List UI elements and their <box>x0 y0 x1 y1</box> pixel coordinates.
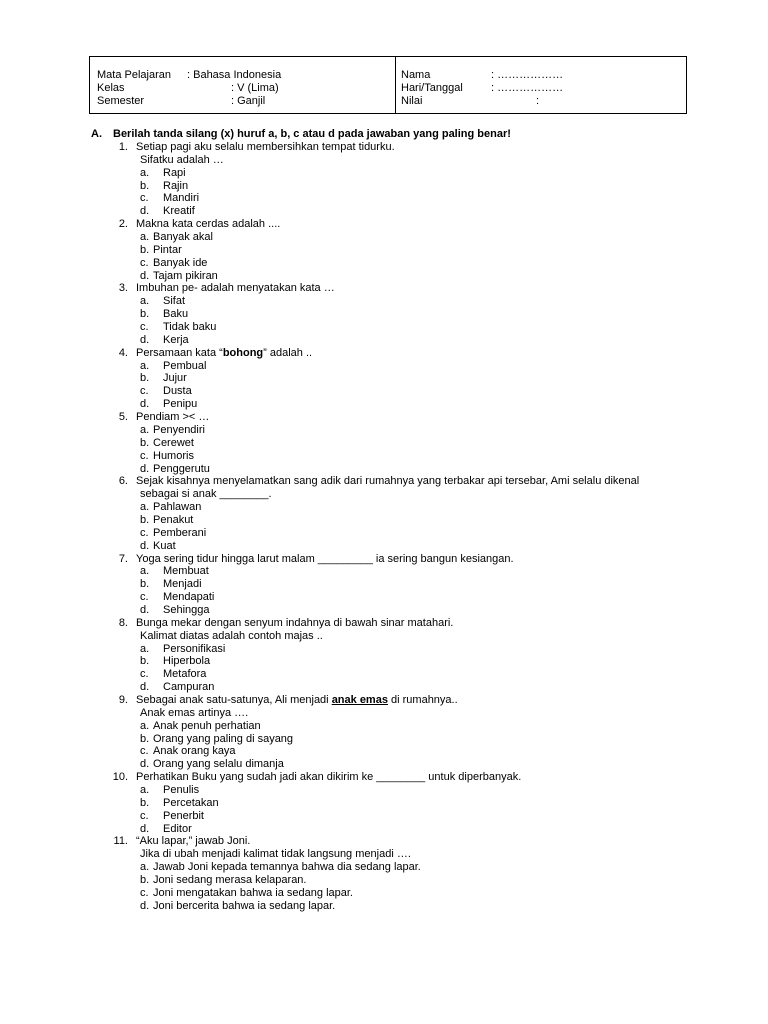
option-letter: b. <box>140 179 150 192</box>
student-info-cell <box>396 57 686 113</box>
option-b <box>0 797 768 810</box>
option-letter: a. <box>140 642 150 655</box>
option-text: Rapi <box>163 166 186 179</box>
option-a <box>0 424 768 437</box>
question-subtext: Jika di ubah menjadi kalimat tidak langsung menjadi …. <box>140 848 411 861</box>
option-text: Kreatif <box>163 205 195 218</box>
option-c <box>0 810 768 823</box>
option-text: Tidak baku <box>163 321 217 334</box>
option-c <box>0 321 768 334</box>
option-letter: c. <box>140 526 149 539</box>
option-d <box>0 270 768 283</box>
question-text: Imbuhan pe- adalah menyatakan kata … <box>136 282 335 295</box>
option-letter: a. <box>140 719 150 732</box>
option-letter: c. <box>140 256 149 269</box>
question-text: Bunga mekar dengan senyum indahnya di bawah sinar matahari. <box>136 616 454 629</box>
question-text <box>136 347 312 360</box>
option-c <box>0 591 768 604</box>
subject-label: Mata Pelajaran <box>97 69 171 81</box>
option-text: Metafora <box>163 668 207 681</box>
option-letter: d. <box>140 333 150 346</box>
option-d <box>0 463 768 476</box>
option-letter: b. <box>140 796 150 809</box>
option-text: Joni mengatakan bahwa ia sedang lapar. <box>153 886 353 899</box>
option-a <box>0 720 768 733</box>
option-letter: d. <box>140 681 150 694</box>
question-text-start: Sebagai anak satu-satunya, Ali menjadi <box>136 693 332 706</box>
option-b <box>0 578 768 591</box>
option-a <box>0 501 768 514</box>
question-text: Setiap pagi aku selalu membersihkan tempat tidurku. <box>136 141 395 153</box>
option-d <box>0 398 768 411</box>
question-number: 1. <box>118 141 128 153</box>
question-number: 5. <box>118 411 128 424</box>
option-d <box>0 681 768 694</box>
option-letter: d. <box>140 269 150 282</box>
option-letter: a. <box>140 166 150 179</box>
option-text: Hiperbola <box>163 655 211 668</box>
option-letter: b. <box>140 655 150 668</box>
option-text: Anak penuh perhatian <box>153 719 261 732</box>
option-text: Orang yang selalu dimanja <box>153 758 284 771</box>
question-number: 11. <box>113 835 128 848</box>
option-letter: d. <box>140 822 150 835</box>
option-letter: c. <box>140 809 149 822</box>
option-a <box>0 231 768 244</box>
option-text: Sehingga <box>163 603 210 616</box>
option-b <box>0 874 768 887</box>
question-number: 3. <box>118 282 128 295</box>
option-letter: a. <box>140 861 150 874</box>
subject-value: : Bahasa Indonesia <box>187 69 282 81</box>
option-text: Sifat <box>163 295 186 308</box>
option-letter: d. <box>140 398 150 411</box>
question-number: 2. <box>118 218 128 231</box>
option-letter: d. <box>140 758 150 771</box>
option-c <box>0 527 768 540</box>
question-subtext: Kalimat diatas adalah contoh majas .. <box>140 629 323 642</box>
option-letter: c. <box>140 321 149 334</box>
option-letter: a. <box>140 565 150 578</box>
option-text: Pemberani <box>153 526 207 539</box>
option-letter: d. <box>140 539 150 552</box>
option-b <box>0 733 768 746</box>
name-value: : ……………… <box>491 69 564 81</box>
option-text: Banyak akal <box>153 231 213 244</box>
option-letter: a. <box>140 295 150 308</box>
header-table <box>89 56 687 114</box>
option-d <box>0 334 768 347</box>
option-a <box>0 565 768 578</box>
option-letter: a. <box>140 501 150 514</box>
option-text: Pahlawan <box>153 501 202 514</box>
option-c <box>0 450 768 463</box>
question-text-end: di rumahnya.. <box>387 693 458 706</box>
option-text: Penyendiri <box>153 423 205 436</box>
option-text: Menjadi <box>163 578 202 591</box>
option-letter: d. <box>140 603 150 616</box>
subject-info-cell <box>90 57 396 113</box>
option-d <box>0 540 768 553</box>
option-letter: b. <box>140 308 150 321</box>
option-letter: d. <box>140 205 150 218</box>
question-emphasis: bohong <box>222 346 264 359</box>
date-label: Hari/Tanggal <box>401 82 463 94</box>
option-text: Personifikasi <box>163 642 226 655</box>
question-number: 9. <box>118 693 128 706</box>
option-d <box>0 604 768 617</box>
option-d <box>0 900 768 913</box>
question-number: 4. <box>118 346 128 359</box>
option-letter: d. <box>140 462 150 475</box>
option-text: Anak orang kaya <box>153 745 236 758</box>
question-number: 6. <box>118 475 128 488</box>
option-letter: b. <box>140 578 150 591</box>
name-label: Nama <box>401 69 431 81</box>
option-b <box>0 514 768 527</box>
option-text: Orang yang paling di sayang <box>153 732 294 745</box>
option-b <box>0 244 768 257</box>
option-text: Penerbit <box>163 809 204 822</box>
option-letter: b. <box>140 372 150 385</box>
option-c <box>0 385 768 398</box>
option-text: Banyak ide <box>153 256 208 269</box>
class-value: : V (Lima) <box>231 82 279 94</box>
option-text: Penulis <box>163 784 200 796</box>
option-letter: c. <box>140 385 149 398</box>
date-value: : ……………… <box>491 82 564 94</box>
option-text: Humoris <box>153 449 194 462</box>
option-text: Kerja <box>163 333 189 346</box>
section-letter: A. <box>91 128 102 140</box>
option-text: Dusta <box>163 385 192 398</box>
option-b <box>0 308 768 321</box>
option-letter: b. <box>140 874 150 887</box>
option-c <box>0 668 768 681</box>
question-text: Makna kata cerdas adalah .... <box>136 218 281 231</box>
option-b <box>0 372 768 385</box>
option-text: Penggerutu <box>153 462 210 475</box>
option-a <box>0 643 768 656</box>
option-letter: a. <box>140 231 150 244</box>
semester-label: Semester <box>97 95 145 107</box>
option-text: Editor <box>163 822 192 835</box>
option-a <box>0 360 768 373</box>
option-text: Jujur <box>163 372 187 385</box>
option-letter: a. <box>140 423 150 436</box>
question-number: 10. <box>112 771 128 784</box>
option-letter: c. <box>140 192 149 205</box>
class-label: Kelas <box>97 82 125 94</box>
question-subtext: sebagai si anak ________. <box>140 488 272 501</box>
option-b <box>0 180 768 193</box>
option-letter: c. <box>140 591 149 604</box>
semester-value: : Ganjil <box>231 95 266 107</box>
option-c <box>0 887 768 900</box>
option-letter: b. <box>140 513 150 526</box>
option-letter: c. <box>140 449 149 462</box>
option-text: Kuat <box>153 539 176 552</box>
option-text: Baku <box>163 308 189 321</box>
option-letter: a. <box>140 784 150 796</box>
option-letter: d. <box>140 899 150 912</box>
option-c <box>0 192 768 205</box>
option-text: Pembual <box>163 359 207 372</box>
option-a <box>0 784 768 797</box>
option-letter: c. <box>140 745 149 758</box>
question-subtext: Anak emas artinya …. <box>140 706 249 719</box>
question-emphasis: anak emas <box>331 693 388 706</box>
score-label: Nilai <box>401 95 423 107</box>
option-text: Joni bercerita bahwa ia sedang lapar. <box>153 899 336 912</box>
option-text: Tajam pikiran <box>153 269 218 282</box>
option-letter: b. <box>140 243 150 256</box>
question-text: Sejak kisahnya menyelamatkan sang adik dari rumahnya yang terbakar api tersebar, Ami selalu dikenal <box>136 475 640 488</box>
option-text: Mendapati <box>163 591 215 604</box>
score-value: : <box>536 95 540 107</box>
option-text: Mandiri <box>163 192 200 205</box>
option-text: Rajin <box>163 179 189 192</box>
option-d <box>0 205 768 218</box>
option-text: Percetakan <box>163 796 219 809</box>
option-a <box>0 167 768 180</box>
question-text-end: ” adalah .. <box>263 346 313 359</box>
option-d <box>0 758 768 771</box>
option-c <box>0 257 768 270</box>
option-text: Penakut <box>153 513 194 526</box>
option-letter: c. <box>140 668 149 681</box>
option-b <box>0 655 768 668</box>
question-text: Yoga sering tidur hingga larut malam _________ ia sering bangun kesiangan. <box>136 552 514 565</box>
option-letter: b. <box>140 436 150 449</box>
option-d <box>0 823 768 836</box>
question-number: 8. <box>118 616 128 629</box>
section-heading <box>91 128 511 141</box>
option-text: Cerewet <box>153 436 194 449</box>
question-text: “Aku lapar,” jawab Joni. <box>136 835 251 848</box>
option-b <box>0 437 768 450</box>
question-number: 7. <box>118 552 128 565</box>
question-text-start: Persamaan kata “ <box>136 346 223 359</box>
option-letter: a. <box>140 359 150 372</box>
question-subtext: Sifatku adalah … <box>140 153 224 166</box>
question-text: Pendiam >< … <box>136 411 210 424</box>
option-a <box>0 861 768 874</box>
option-text: Joni sedang merasa kelaparan. <box>153 874 307 887</box>
question-text <box>136 694 458 707</box>
option-c <box>0 745 768 758</box>
option-text: Membuat <box>163 565 209 578</box>
option-text: Penipu <box>163 398 198 411</box>
option-text: Pintar <box>153 243 182 256</box>
question-text: Perhatikan Buku yang sudah jadi akan dikirim ke ________ untuk diperbanyak. <box>136 771 522 784</box>
option-letter: b. <box>140 732 150 745</box>
option-a <box>0 295 768 308</box>
option-text: Campuran <box>163 681 215 694</box>
section-instruction: Berilah tanda silang (x) huruf a, b, c atau d pada jawaban yang paling benar! <box>113 128 511 140</box>
option-letter: c. <box>140 886 149 899</box>
option-text: Jawab Joni kepada temannya bahwa dia sedang lapar. <box>153 861 421 874</box>
